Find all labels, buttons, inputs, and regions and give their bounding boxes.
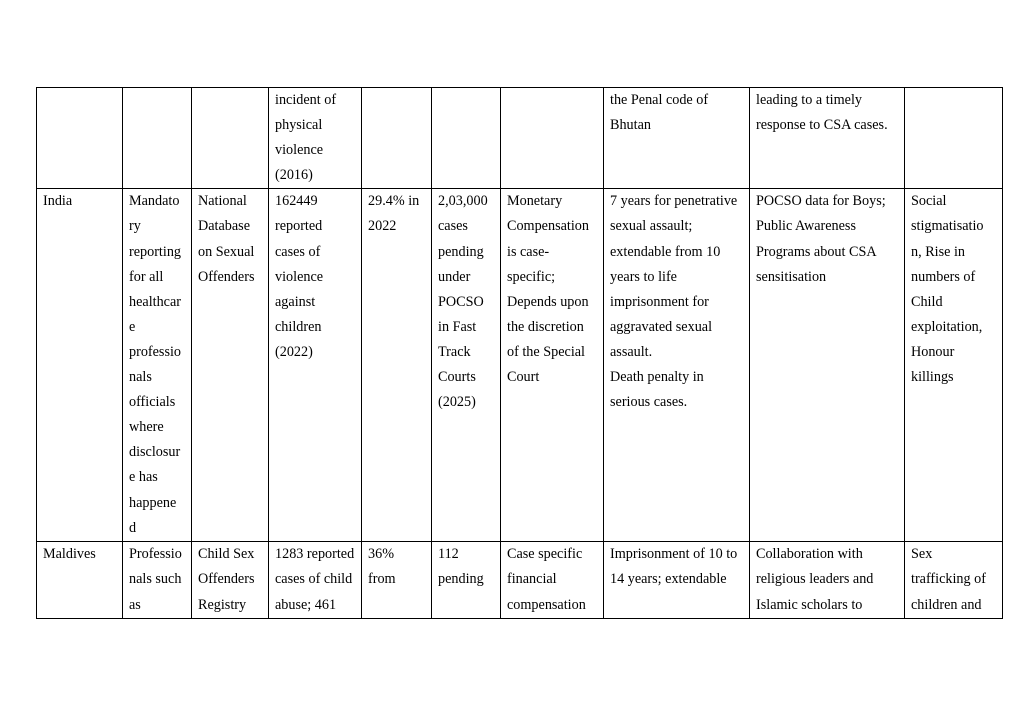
table-cell: Collaboration with religious leaders and Islamic scholars to xyxy=(750,542,905,618)
table-cell xyxy=(123,88,192,189)
table-row xyxy=(37,189,1003,542)
table-cell: leading to a timely response to CSA cases. xyxy=(750,88,905,189)
table-cell: 2,03,000 cases pending under POCSO in Fast Track Courts (2025) xyxy=(432,189,501,542)
table-cell: Social stigmatisatio n, Rise in numbers of Child exploitation, Honour killings xyxy=(905,189,1003,542)
table-cell: 112 pending xyxy=(432,542,501,618)
table-cell: Sex trafficking of children and xyxy=(905,542,1003,618)
table-cell: 162449 reported cases of violence against children (2022) xyxy=(269,189,362,542)
table-cell: Imprisonment of 10 to 14 years; extendable xyxy=(604,542,750,618)
table-cell: Maldives xyxy=(37,542,123,618)
table-cell: National Database on Sexual Offenders xyxy=(192,189,269,542)
table-cell: Case specific financial compensation xyxy=(501,542,604,618)
table-cell: 29.4% in 2022 xyxy=(362,189,432,542)
table-cell: Monetary Compensation is case- specific; Depends upon the discretion of the Special Court xyxy=(501,189,604,542)
table-cell: Mandato ry reporting for all healthcar e professio nals officials where disclosur e has happene d xyxy=(123,189,192,542)
table-cell xyxy=(432,88,501,189)
table-cell: Child Sex Offenders Registry xyxy=(192,542,269,618)
table-cell: 36% from xyxy=(362,542,432,618)
table-cell xyxy=(192,88,269,189)
table-cell xyxy=(37,88,123,189)
table-cell: 1283 reported cases of child abuse; 461 xyxy=(269,542,362,618)
table-cell: POCSO data for Boys; Public Awareness Programs about CSA sensitisation xyxy=(750,189,905,542)
table-row xyxy=(37,88,1003,189)
table-row xyxy=(37,542,1003,618)
table-cell xyxy=(905,88,1003,189)
table-cell: India xyxy=(37,189,123,542)
table-cell: Professio nals such as xyxy=(123,542,192,618)
data-table xyxy=(36,87,1003,619)
table-cell: 7 years for penetrative sexual assault; extendable from 10 years to life imprisonment for aggravated sexual assault. Death penalty in serious cases. xyxy=(604,189,750,542)
table-cell: incident of physical violence (2016) xyxy=(269,88,362,189)
table-cell xyxy=(501,88,604,189)
table-cell: the Penal code of Bhutan xyxy=(604,88,750,189)
table-cell xyxy=(362,88,432,189)
